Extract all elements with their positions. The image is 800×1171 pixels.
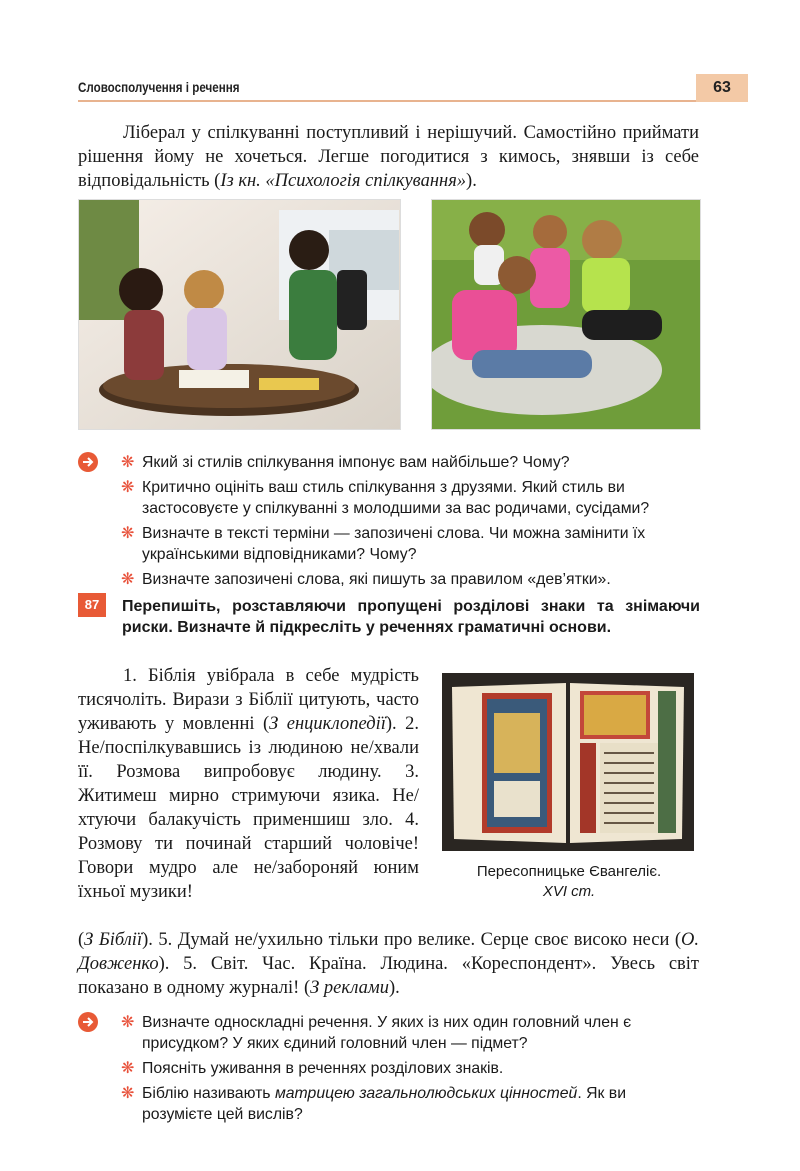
source-ref: З енциклопедії <box>269 714 386 734</box>
question-text: Визначте в тексті терміни — запозичені слова. Чи можна замінити їх українськими відповідниками? Чому? <box>142 525 646 563</box>
image-caption <box>444 862 694 902</box>
photo-students-table <box>78 199 401 430</box>
intro-paragraph <box>78 121 699 193</box>
source-ref: О. Довженко <box>78 930 700 974</box>
caption-line-2: XVI ст. <box>542 883 596 900</box>
question-item <box>78 569 700 590</box>
photo-girls-grass <box>431 199 701 430</box>
questions-block-1 <box>78 452 700 594</box>
question-item <box>78 1083 700 1125</box>
intro-end: ). <box>466 171 477 191</box>
intro-text: Ліберал у спілкуванні поступливий і нерішучий. Самостійно приймати рішення йому не хочеться. Легше погодитися з кимось, знявши із себе відповідальність ( <box>78 123 699 191</box>
exercise-text: 1. Біблія увібрала в себе мудрість тисячоліть. Вирази з Біблії цитують, часто уживають у мовленні ( <box>78 666 419 734</box>
question-text: Критично оцініть ваш стиль спілкування з друзями. Який стиль ви застосовуєте у спілкуванні з молодшими за вас родичами, сусідами? <box>142 479 650 517</box>
question-item <box>78 452 700 473</box>
source-ref: З реклами <box>310 978 389 998</box>
asterisk-flower-icon: ❋ <box>121 571 135 588</box>
question-text: . Як ви розумієте цей вислів? <box>142 1085 627 1123</box>
exercise-text: ). 5. Світ. Час. Країна. Людина. «Кореспондент». Увесь світ показано в одному журналі! ( <box>78 954 699 998</box>
question-text: Визначте односкладні речення. У яких із них один головний член є присудком? У яких єдиний головний член — підмет? <box>142 1014 632 1052</box>
question-text: Поясніть уживання в реченнях розділових знаків. <box>142 1060 504 1077</box>
question-text: Визначте запозичені слова, які пишуть за правилом «дев’ятки». <box>142 571 611 588</box>
exercise-text: ). 5. Думай не/ухильно тільки про велике. Серце своє високо неси ( <box>142 930 682 950</box>
asterisk-flower-icon: ❋ <box>121 525 135 542</box>
question-item <box>78 1012 700 1054</box>
photo-peresopnytsia-gospel <box>442 673 694 851</box>
intro-source: Із кн. «Психологія спілкування» <box>220 171 467 191</box>
source-ref: З Біблії <box>84 930 143 950</box>
exercise-text: ). 2. Не/поспілкувавшись із людиною не/хвали її. Розмова випробовує людину. 3. Житимеш мирно стримуючи язика. Не/хтуючи балакучість применшиш зло. 4. Розмову ти починай старший чоловіче! Говори мудро але не/забороняй юним їхньої музики! <box>78 714 420 902</box>
header-rule <box>78 100 696 102</box>
exercise-text-part1 <box>78 664 419 904</box>
page-header <box>78 74 748 102</box>
exercise-text-part2 <box>78 928 699 1000</box>
question-item <box>78 477 700 519</box>
caption-line-1: Пересопницьке Євангеліє. <box>476 863 662 880</box>
question-text: Біблію називають <box>142 1085 275 1102</box>
exercise-task: Перепишіть, розставляючи пропущені розділові знаки та знімаючи риски. Визначте й підкресліть у реченнях граматичні основи. <box>122 598 700 636</box>
question-item <box>78 523 700 565</box>
question-emphasis: матрицею загальнолюдських цінностей <box>274 1085 578 1102</box>
exercise-number: 87 <box>78 593 106 617</box>
question-item <box>78 1058 700 1079</box>
asterisk-flower-icon: ❋ <box>121 454 135 471</box>
page-number: 63 <box>696 74 748 102</box>
section-title: Словосполучення і речення <box>78 80 240 95</box>
asterisk-flower-icon: ❋ <box>121 1085 135 1102</box>
asterisk-flower-icon: ❋ <box>121 1060 135 1077</box>
questions-block-2 <box>78 1012 700 1129</box>
question-text: Який зі стилів спілкування імпонує вам найбільше? Чому? <box>142 454 570 471</box>
exercise-text: ). <box>388 978 400 998</box>
asterisk-flower-icon: ❋ <box>121 479 135 496</box>
asterisk-flower-icon: ❋ <box>121 1014 135 1031</box>
exercise-text: ( <box>78 930 85 950</box>
